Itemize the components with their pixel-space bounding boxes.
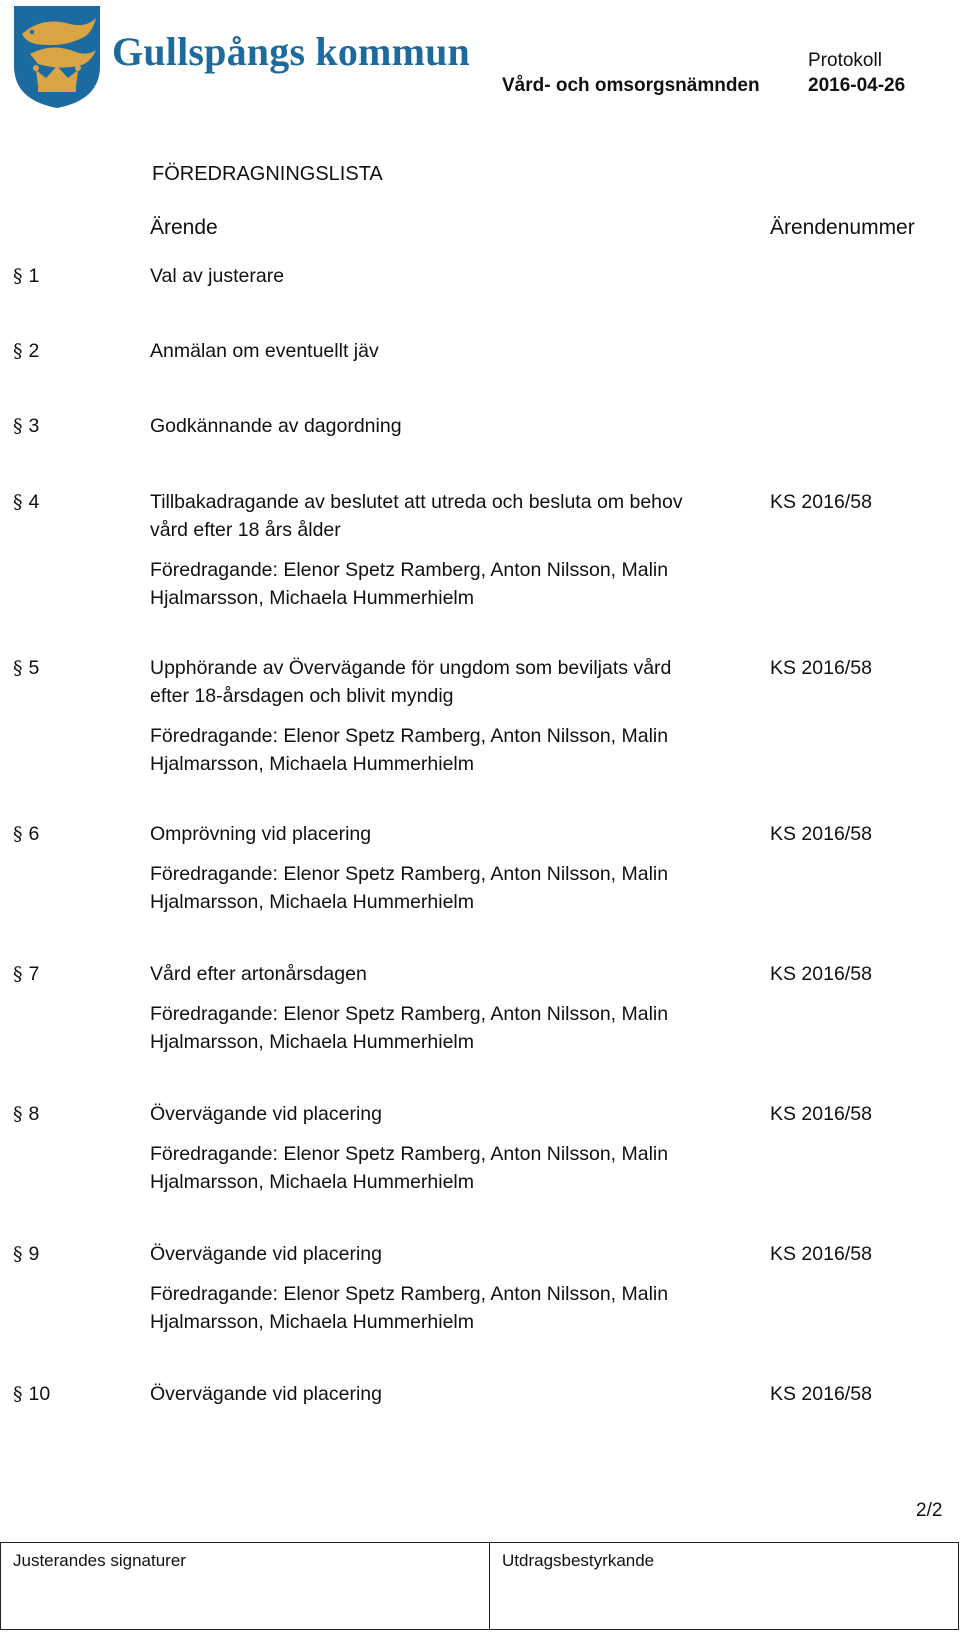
paragraph-sign-icon: § <box>13 657 23 679</box>
municipal-crest-fish-crown-icon <box>12 4 102 110</box>
item-title: Tillbakadragande av beslutet att utreda och besluta om behov vård efter 18 års ålder <box>150 491 683 541</box>
item-title: Upphörande av Övervägande för ungdom som beviljats vård efter 18-årsdagen och blivit myndig <box>150 657 672 707</box>
certification-box <box>490 1542 959 1630</box>
paragraph-sign-icon: § <box>13 963 23 985</box>
item-case-number: KS 2016/58 <box>770 657 872 679</box>
item-title: Övervägande vid placering <box>150 1103 382 1125</box>
item-case-number: KS 2016/58 <box>770 963 872 985</box>
item-title: Omprövning vid placering <box>150 823 372 845</box>
item-number: 1 <box>28 265 40 287</box>
column-header-arendenummer: Ärendenummer <box>770 216 915 239</box>
paragraph-sign-icon: § <box>13 823 23 845</box>
signatures-box <box>0 1542 490 1630</box>
paragraph-sign-icon: § <box>13 415 23 437</box>
item-number: 5 <box>28 657 40 679</box>
item-presenters: Föredragande: Elenor Spetz Ramberg, Anton Nilsson, Malin Hjalmarsson, Michaela Hummerhielm <box>150 559 669 609</box>
column-header-arende: Ärende <box>150 216 218 239</box>
item-case-number: KS 2016/58 <box>770 823 872 845</box>
paragraph-sign-icon: § <box>13 1383 23 1405</box>
item-title: Godkännande av dagordning <box>150 415 402 437</box>
item-number: 7 <box>28 963 40 985</box>
certification-label: Utdragsbestyrkande <box>502 1551 655 1570</box>
item-presenters: Föredragande: Elenor Spetz Ramberg, Anton Nilsson, Malin Hjalmarsson, Michaela Hummerhielm <box>150 1283 669 1333</box>
paragraph-sign-icon: § <box>13 1103 23 1125</box>
paragraph-sign-icon: § <box>13 1243 23 1265</box>
item-presenters: Föredragande: Elenor Spetz Ramberg, Anton Nilsson, Malin Hjalmarsson, Michaela Hummerhielm <box>150 725 669 775</box>
item-title: Anmälan om eventuellt jäv <box>150 340 379 362</box>
item-number: 9 <box>28 1243 40 1265</box>
item-number: 10 <box>28 1383 51 1405</box>
item-number: 2 <box>28 340 40 362</box>
item-case-number: KS 2016/58 <box>770 491 872 513</box>
item-title: Övervägande vid placering <box>150 1383 382 1405</box>
item-title: Vård efter artonårsdagen <box>150 963 367 985</box>
municipality-name: Gullspångs kommun <box>112 29 470 74</box>
item-number: 8 <box>28 1103 40 1125</box>
paragraph-sign-icon: § <box>13 340 23 362</box>
meeting-date: 2016-04-26 <box>808 75 906 96</box>
item-case-number: KS 2016/58 <box>770 1103 872 1125</box>
item-number: 6 <box>28 823 40 845</box>
item-presenters: Föredragande: Elenor Spetz Ramberg, Anton Nilsson, Malin Hjalmarsson, Michaela Hummerhielm <box>150 1143 669 1193</box>
paragraph-sign-icon: § <box>13 491 23 513</box>
paragraph-sign-icon: § <box>13 265 23 287</box>
page-number: 2/2 <box>916 1500 943 1521</box>
item-title: Val av justerare <box>150 265 285 287</box>
committee-name: Vård- och omsorgsnämnden <box>502 75 760 96</box>
item-number: 3 <box>28 415 40 437</box>
item-case-number: KS 2016/58 <box>770 1243 872 1265</box>
item-number: 4 <box>28 491 40 513</box>
signatures-label: Justerandes signaturer <box>13 1551 186 1570</box>
item-presenters: Föredragande: Elenor Spetz Ramberg, Anton Nilsson, Malin Hjalmarsson, Michaela Hummerhielm <box>150 863 669 913</box>
agenda-list-title: FÖREDRAGNINGSLISTA <box>152 163 383 185</box>
document-type: Protokoll <box>808 50 882 71</box>
item-presenters: Föredragande: Elenor Spetz Ramberg, Anton Nilsson, Malin Hjalmarsson, Michaela Hummerhielm <box>150 1003 669 1053</box>
item-case-number: KS 2016/58 <box>770 1383 872 1405</box>
item-title: Övervägande vid placering <box>150 1243 382 1265</box>
